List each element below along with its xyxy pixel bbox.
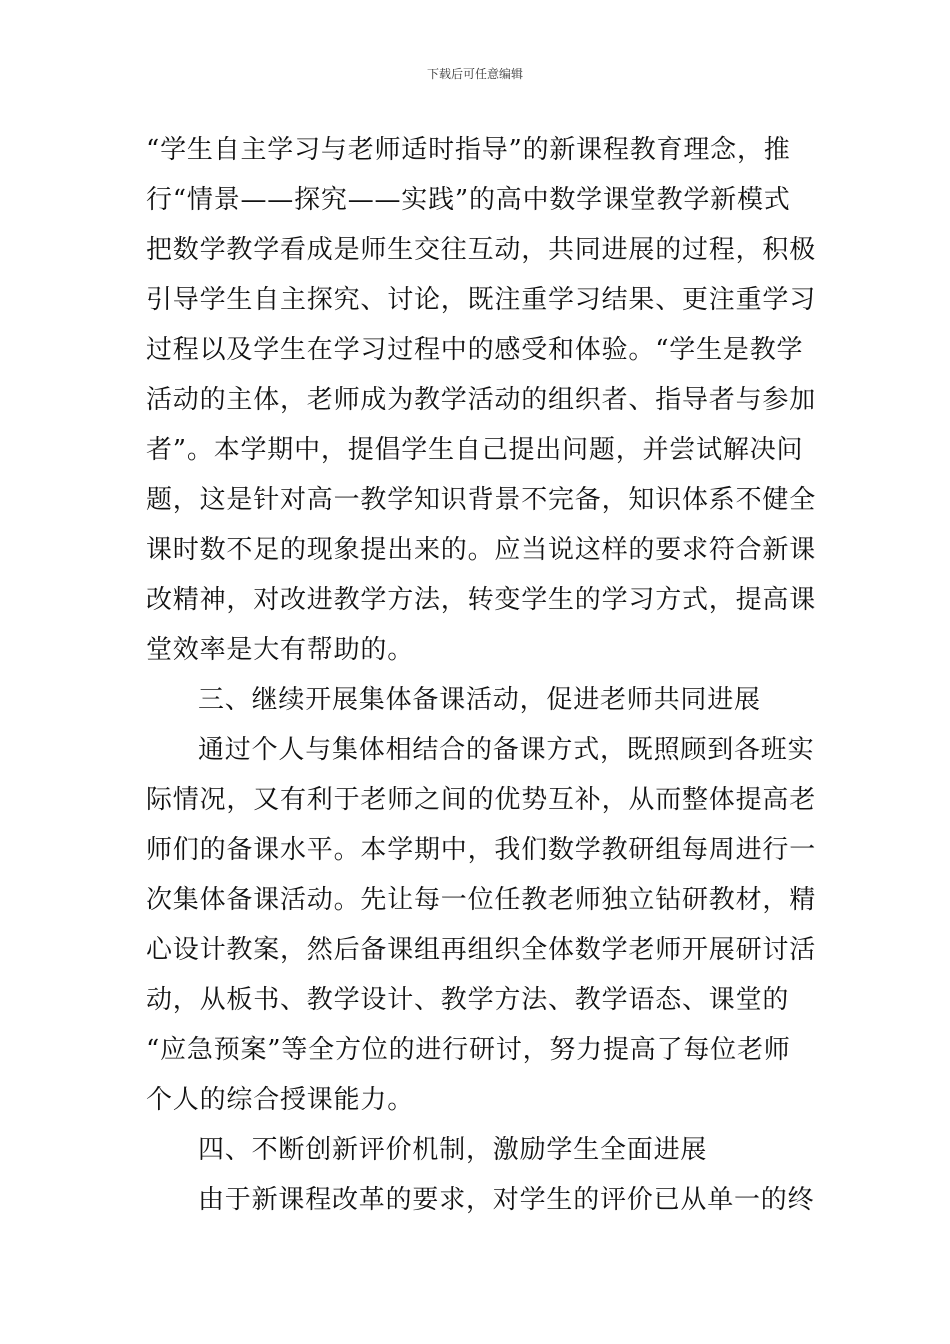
text-line: 改精神，对改进教学方法，转变学生的学习方式，提高课 <box>146 585 817 615</box>
text-line: “应急预案”等全方位的进行研讨，努力提高了每位老师 <box>146 1035 791 1065</box>
text-line: 行“情景——探究——实践”的高中数学课堂教学新模式 <box>146 185 791 215</box>
section-heading: 四、不断创新评价机制，激励学生全面进展 <box>198 1135 708 1165</box>
text-line: 动，从板书、教学设计、教学方法、教学语态、课堂的 <box>146 985 790 1015</box>
text-line: 把数学教学看成是师生交往互动，共同进展的过程，积极 <box>146 235 817 265</box>
text-line: 师们的备课水平。本学期中，我们数学教研组每周进行一 <box>146 835 817 865</box>
text-line: 堂效率是大有帮助的。 <box>146 635 415 665</box>
text-line: 活动的主体，老师成为教学活动的组织者、指导者与参加 <box>146 385 817 415</box>
text-line: 过程以及学生在学习过程中的感受和体验。“学生是教学 <box>146 335 804 365</box>
text-line: 课时数不足的现象提出来的。应当说这样的要求符合新课 <box>146 535 817 565</box>
text-line: 通过个人与集体相结合的备课方式，既照顾到各班实 <box>198 735 815 765</box>
section-heading: 三、继续开展集体备课活动，促进老师共同进展 <box>198 685 761 715</box>
text-line: 引导学生自主探究、讨论，既注重学习结果、更注重学习 <box>146 285 817 315</box>
text-line: 次集体备课活动。先让每一位任教老师独立钻研教材，精 <box>146 885 817 915</box>
text-line: 个人的综合授课能力。 <box>146 1085 415 1115</box>
text-line: 心设计教案，然后备课组再组织全体数学老师开展研讨活 <box>146 935 817 965</box>
text-line: 题，这是针对高一教学知识背景不完备，知识体系不健全 <box>146 485 817 515</box>
page-header: 下载后可任意编辑 <box>426 67 523 81</box>
text-line: 者”。本学期中，提倡学生自己提出问题，并尝试解决问 <box>146 435 804 465</box>
text-line: 由于新课程改革的要求，对学生的评价已从单一的终 <box>198 1185 815 1215</box>
text-line: “学生自主学习与老师适时指导”的新课程教育理念，推 <box>146 135 791 165</box>
text-line: 际情况，又有利于老师之间的优势互补，从而整体提高老 <box>146 785 817 815</box>
